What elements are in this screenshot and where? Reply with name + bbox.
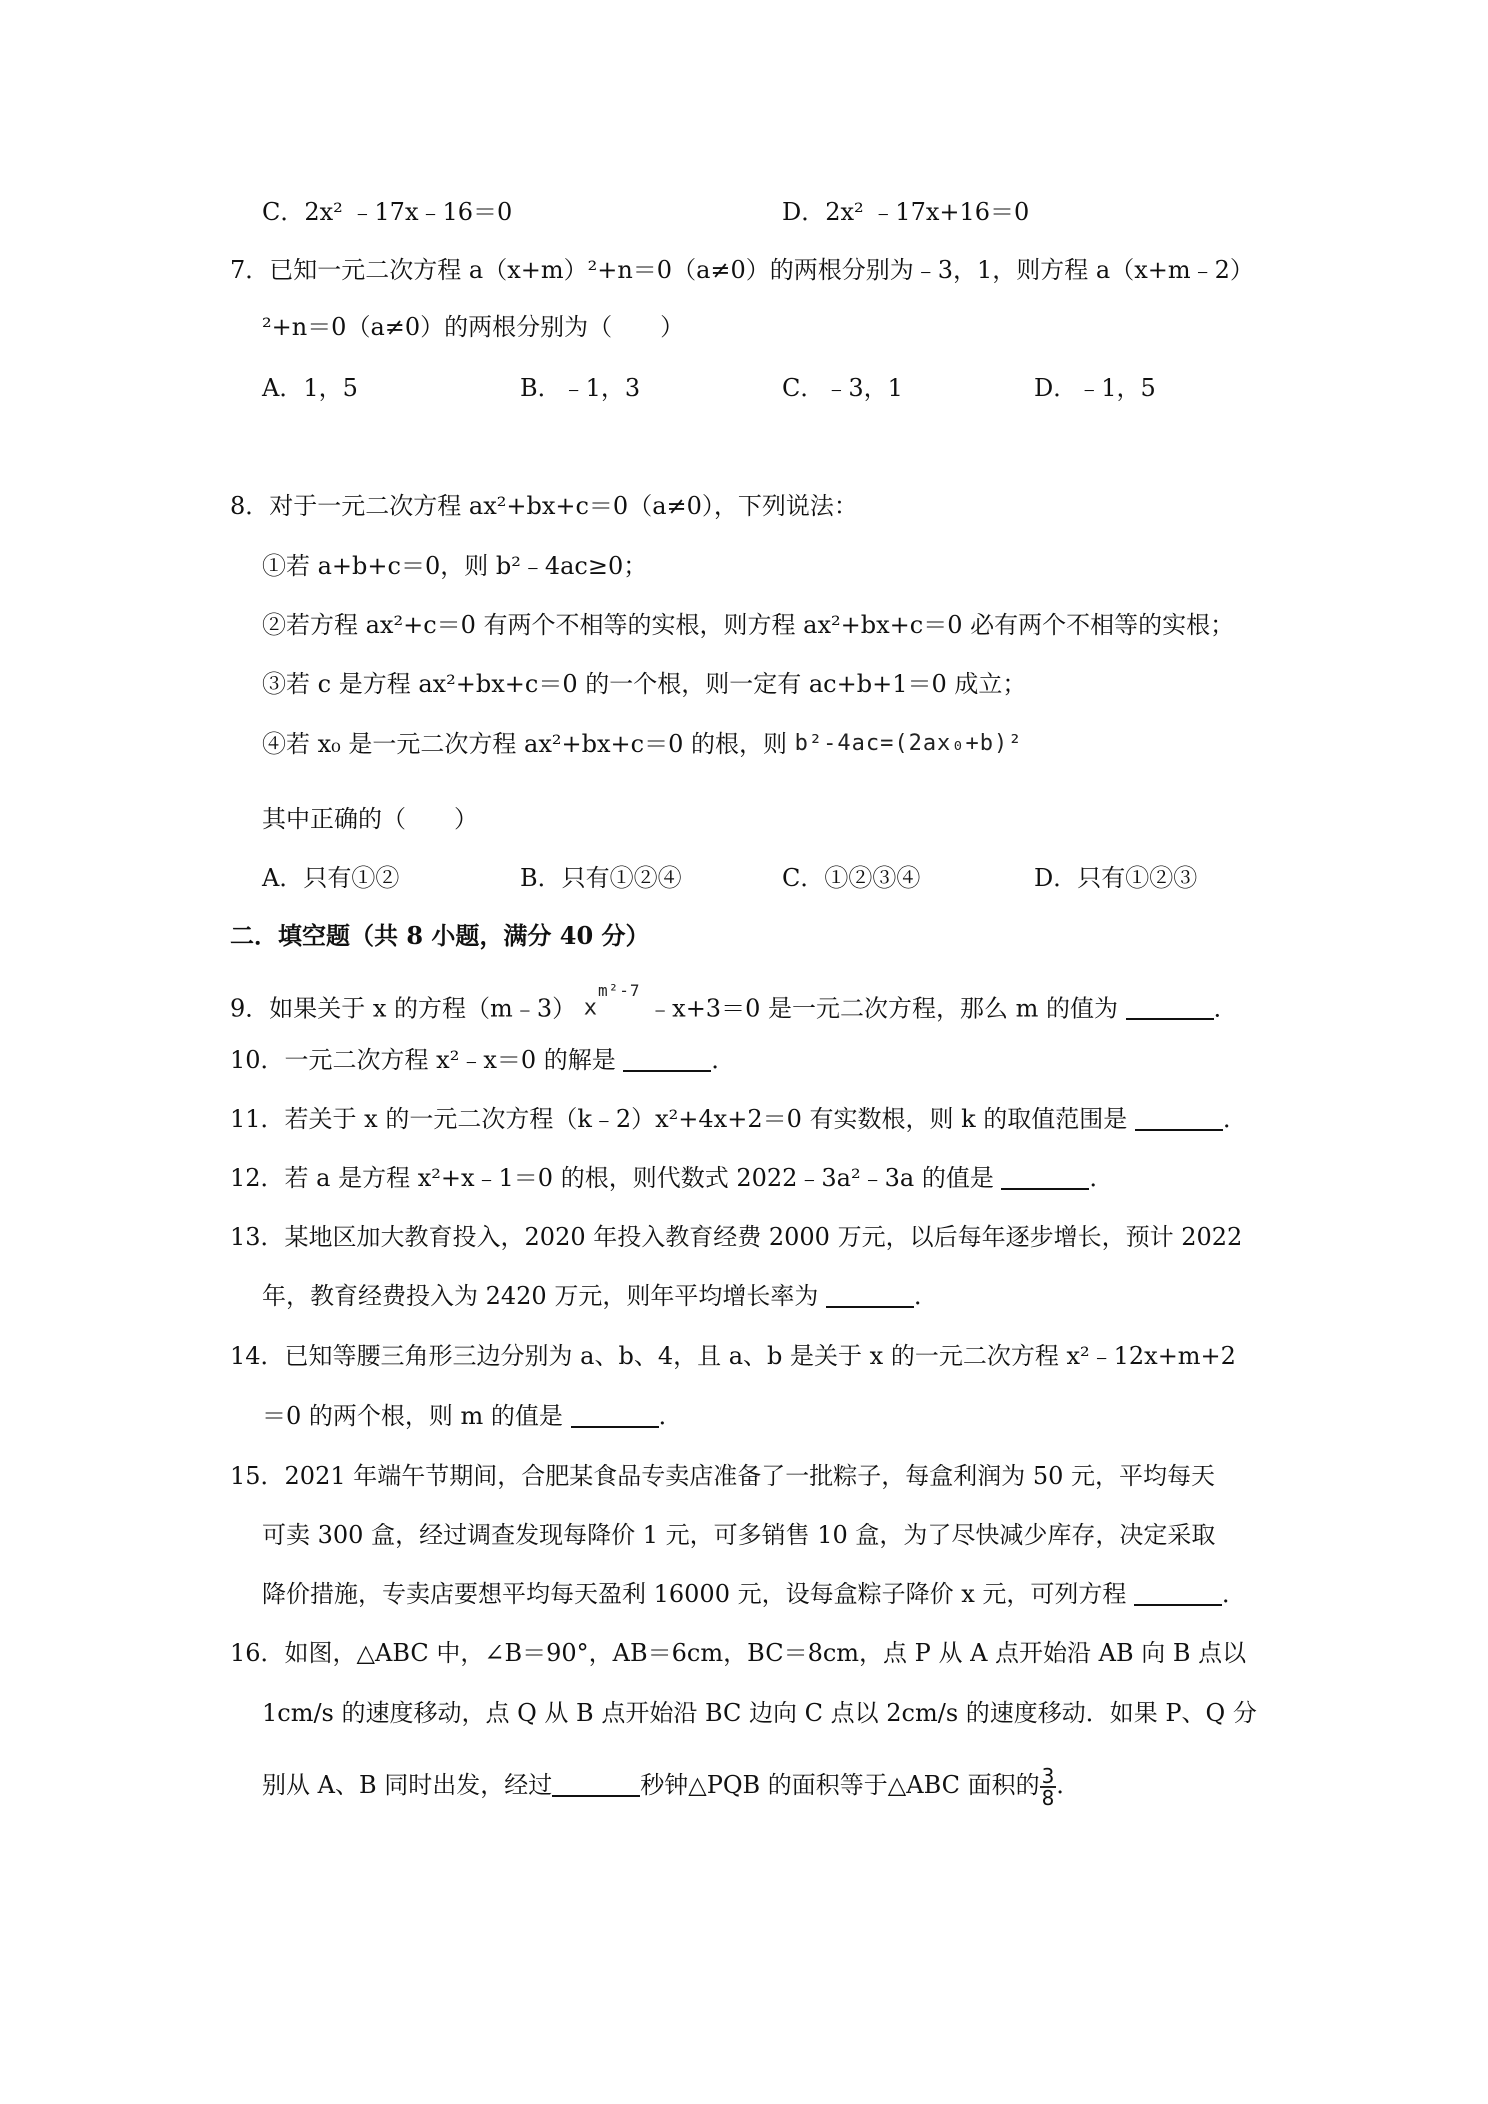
q7-option-b: B．﹣1，3 (520, 374, 641, 402)
section-heading: 二．填空题（共 8 小题，满分 40 分） (230, 921, 650, 950)
q14-end: ． (658, 1402, 683, 1430)
q8-intro: 8．对于一元二次方程 ax²+bx+c＝0（a≠0），下列说法： (230, 492, 858, 520)
fraction-three-eighths (1040, 1763, 1057, 1810)
q12-answer-blank (1001, 1166, 1089, 1190)
q7-line-1: 7．已知一元二次方程 a（x+m）²+n＝0（a≠0）的两根分别为﹣3，1，则方程 a（x+m﹣2） (230, 256, 1254, 284)
fraction-denominator: 8 (1041, 1785, 1055, 1810)
q15-answer-blank (1134, 1582, 1222, 1606)
q9-formula-exponent: m²-7 (597, 981, 641, 1000)
q12-end: ． (1089, 1164, 1114, 1192)
q10-answer-blank (623, 1048, 711, 1072)
q16-line-3-post: 秒钟△PQB 的面积等于△ABC 面积的 (640, 1771, 1040, 1799)
q7-line-2: ²+n＝0（a≠0）的两根分别为（ ） (262, 313, 685, 341)
q10-end: ． (711, 1046, 736, 1074)
q9-post: ﹣x+3＝0 是一元二次方程，那么 m 的值为 (648, 994, 1118, 1023)
q16-line-3 (262, 1760, 1080, 1810)
q8-statement-1: ①若 a+b+c＝0，则 b²﹣4ac≥0； (262, 552, 648, 580)
q13-answer-blank (826, 1284, 914, 1308)
q11-answer-blank (1135, 1107, 1223, 1131)
q16-line-1: 16．如图，△ABC 中，∠B＝90°，AB＝6cm，BC＝8cm，点 P 从 A 点开始沿 AB 向 B 点以 (230, 1639, 1247, 1667)
q6-option-d: D．2x² ﹣17x+16＝0 (782, 198, 1030, 226)
q8-statement-4 (262, 728, 1023, 760)
q11-end: ． (1222, 1105, 1247, 1133)
q8-statement-3: ③若 c 是方程 ax²+bx+c＝0 的一个根，则一定有 ac+b+1＝0 成立； (262, 670, 1027, 698)
q13-line-2 (262, 1280, 938, 1312)
q14-line-2-text: ＝0 的两个根，则 m 的值是 (262, 1402, 563, 1430)
q8-formula: b²-4ac=(2ax₀+b)² (794, 731, 1023, 756)
q10-text: 10．一元二次方程 x²﹣x＝0 的解是 (230, 1046, 616, 1074)
q13-end: ． (913, 1282, 938, 1310)
q7-option-a: A．1，5 (262, 374, 358, 402)
q8-question: 其中正确的（ ） (262, 805, 478, 833)
q6-option-c: C．2x² ﹣17x﹣16＝0 (262, 198, 513, 226)
q16-end: ． (1056, 1771, 1081, 1799)
q8-option-c: C．①②③④ (782, 864, 921, 892)
q9-answer-blank (1126, 996, 1214, 1020)
q16-answer-blank (552, 1773, 640, 1797)
q15-line-3-text: 降价措施，专卖店要想平均每天盈利 16000 元，设每盒粽子降价 x 元，可列方程 (262, 1580, 1127, 1608)
q14-line-1: 14．已知等腰三角形三边分别为 a、b、4，且 a、b 是关于 x 的一元二次方程 x²﹣12x+m+2 (230, 1342, 1236, 1370)
q9-formula-base: x (583, 995, 598, 1021)
q8-option-d: D．只有①②③ (1034, 864, 1198, 892)
q15-line-2: 可卖 300 盒，经过调查发现每降价 1 元，可多销售 10 盒，为了尽快减少库存，决定采取 (262, 1521, 1216, 1549)
q8-option-b: B．只有①②④ (520, 864, 682, 892)
q15-end: ． (1222, 1580, 1247, 1608)
q9 (230, 981, 1238, 1024)
q13-line-1: 13．某地区加大教育投入，2020 年投入教育经费 2000 万元，以后每年逐步增长，预计 2022 (230, 1223, 1243, 1251)
q7-option-d: D．﹣1，5 (1034, 374, 1156, 402)
q9-end: ． (1213, 994, 1238, 1023)
q15-line-3 (262, 1578, 1246, 1610)
q8-statement-4-text: ④若 x₀ 是一元二次方程 ax²+bx+c＝0 的根，则 (262, 730, 787, 758)
q15-line-1: 15．2021 年端午节期间，合肥某食品专卖店准备了一批粽子，每盒利润为 50 元，平均每天 (230, 1462, 1216, 1490)
q16-line-2: 1cm/s 的速度移动，点 Q 从 B 点开始沿 BC 边向 C 点以 2cm/s 的速度移动．如果 P、Q 分 (262, 1699, 1257, 1727)
q12 (230, 1162, 1113, 1194)
q8-option-a: A．只有①② (262, 864, 400, 892)
q10 (230, 1044, 735, 1076)
q13-line-2-text: 年，教育经费投入为 2420 万元，则年平均增长率为 (262, 1282, 819, 1310)
q11 (230, 1103, 1247, 1135)
q11-text: 11．若关于 x 的一元二次方程（k﹣2）x²+4x+2＝0 有实数根，则 k 的取值范围是 (230, 1105, 1128, 1133)
q9-pre: 9．如果关于 x 的方程（m﹣3） (230, 994, 577, 1023)
q8-statement-2: ②若方程 ax²+c＝0 有两个不相等的实根，则方程 ax²+bx+c＝0 必有两个不相等的实根； (262, 611, 1235, 639)
q9-formula (583, 981, 641, 1024)
q14-answer-blank (571, 1404, 659, 1428)
fraction-numerator: 3 (1041, 1763, 1055, 1788)
q12-text: 12．若 a 是方程 x²+x﹣1＝0 的根，则代数式 2022﹣3a²﹣3a 的值是 (230, 1164, 994, 1192)
q14-line-2 (262, 1400, 683, 1432)
q16-line-3-pre: 别从 A、B 同时出发，经过 (262, 1771, 553, 1799)
q7-option-c: C．﹣3，1 (782, 374, 903, 402)
